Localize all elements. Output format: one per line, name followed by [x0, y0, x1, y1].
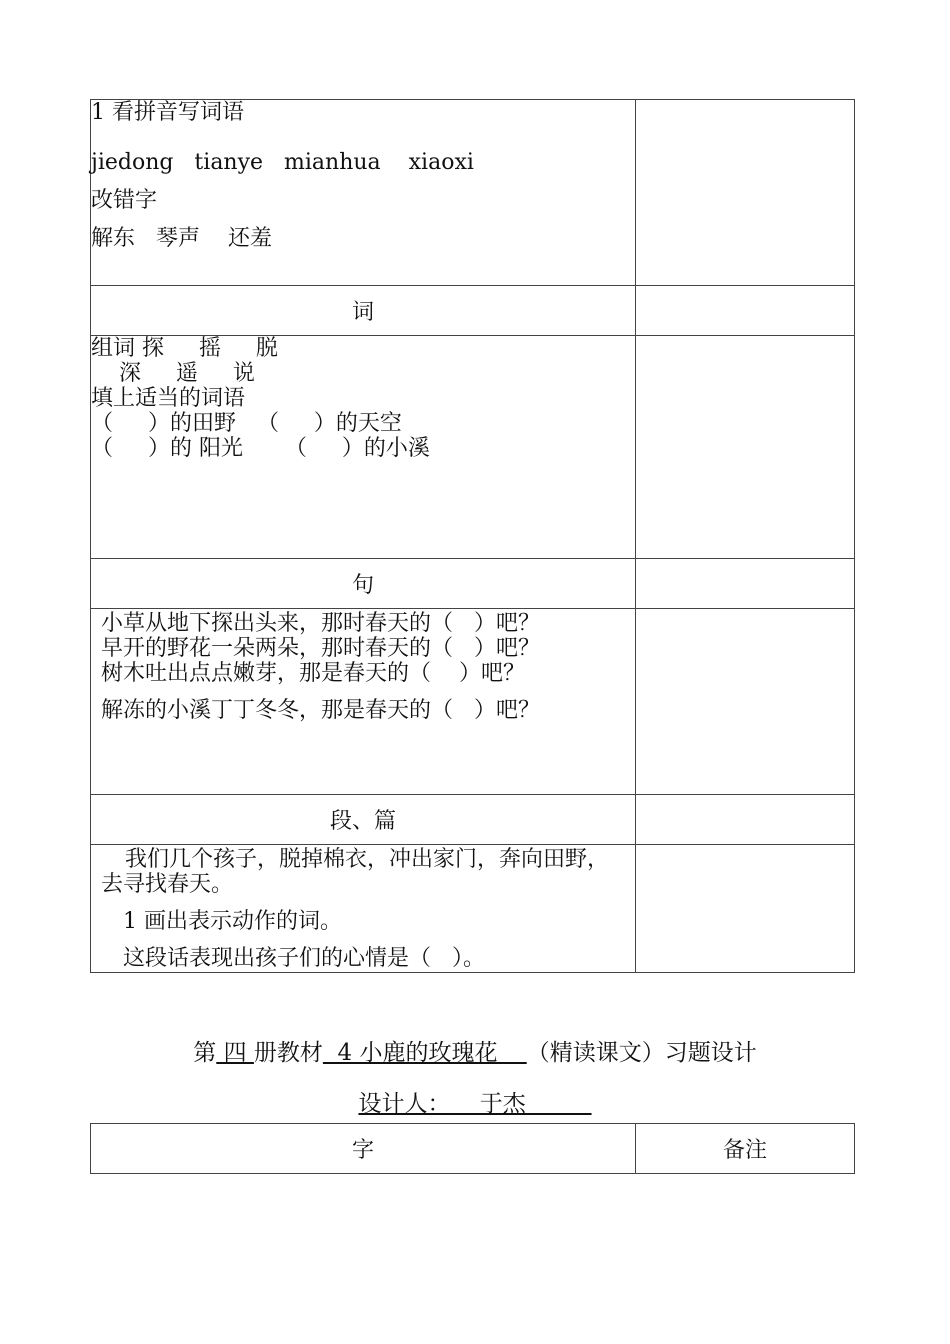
paragraph-text-2: 去寻找春天。	[101, 872, 234, 897]
sentence-2: 早开的野花一朵两朵，那时春天的（ ）吧？	[101, 636, 540, 661]
fill-words-heading: 填上适当的词语	[91, 386, 246, 411]
paragraph-cell	[91, 845, 636, 973]
bottom-table	[90, 1123, 855, 1174]
ci-header: 词	[91, 286, 636, 336]
lesson-name: 4 小鹿的玫瑰花	[322, 1040, 527, 1066]
correction-heading: 改错字	[91, 188, 158, 213]
fill-words-line-2: （ ）的 阳光 （ ）的小溪	[91, 436, 430, 461]
title-prefix: 第	[193, 1040, 217, 1066]
question-2: 这段话表现出孩子们的心情是（ ）。	[123, 946, 485, 971]
remark-cell	[636, 286, 855, 336]
title-suffix: （精读课文）习题设计	[526, 1040, 757, 1066]
paragraph-text-1: 我们几个孩子，脱掉棉衣，冲出家门，奔向田野，	[125, 847, 610, 872]
correction-words: 解东 琴声 还羞	[91, 226, 272, 251]
sentence-3: 树木吐出点点嫩芽，那是春天的（ ）吧？	[101, 661, 525, 686]
duan-header: 段、篇	[91, 795, 636, 845]
remark-cell	[636, 100, 855, 286]
designer-line	[0, 1085, 950, 1118]
pinyin-heading: 1 看拼音写词语	[91, 100, 244, 125]
sentences-cell	[91, 609, 636, 795]
remark-cell	[636, 336, 855, 559]
fill-words-line-1: （ ）的田野 （ ）的天空	[91, 411, 402, 436]
zi-header: 字	[91, 1124, 636, 1174]
pinyin-cell	[91, 100, 636, 286]
remark-cell	[636, 609, 855, 795]
question-1: 1 画出表示动作的词。	[123, 909, 342, 934]
remark-cell	[636, 559, 855, 609]
word-group-line-2: 深 遥 说	[91, 361, 255, 386]
title-middle: 册教材	[253, 1040, 323, 1066]
word-group-line-1: 组词 探 摇 脱	[91, 336, 278, 361]
remark-cell	[636, 795, 855, 845]
remark-cell	[636, 845, 855, 973]
volume-number: 四	[216, 1040, 254, 1066]
pinyin-words: jiedong tianye mianhua xiaoxi	[91, 150, 474, 175]
ju-header: 句	[91, 559, 636, 609]
worksheet-title	[0, 1034, 950, 1067]
designer-name: 于杰	[450, 1091, 592, 1117]
designer-label: 设计人：	[358, 1091, 451, 1117]
sentence-1: 小草从地下探出头来，那时春天的（ ）吧？	[101, 611, 540, 636]
remark-header: 备注	[636, 1124, 855, 1174]
sentence-4: 解冻的小溪丁丁冬冬，那是春天的（ ）吧？	[101, 698, 540, 723]
words-cell	[91, 336, 636, 559]
exercise-table	[90, 99, 855, 973]
